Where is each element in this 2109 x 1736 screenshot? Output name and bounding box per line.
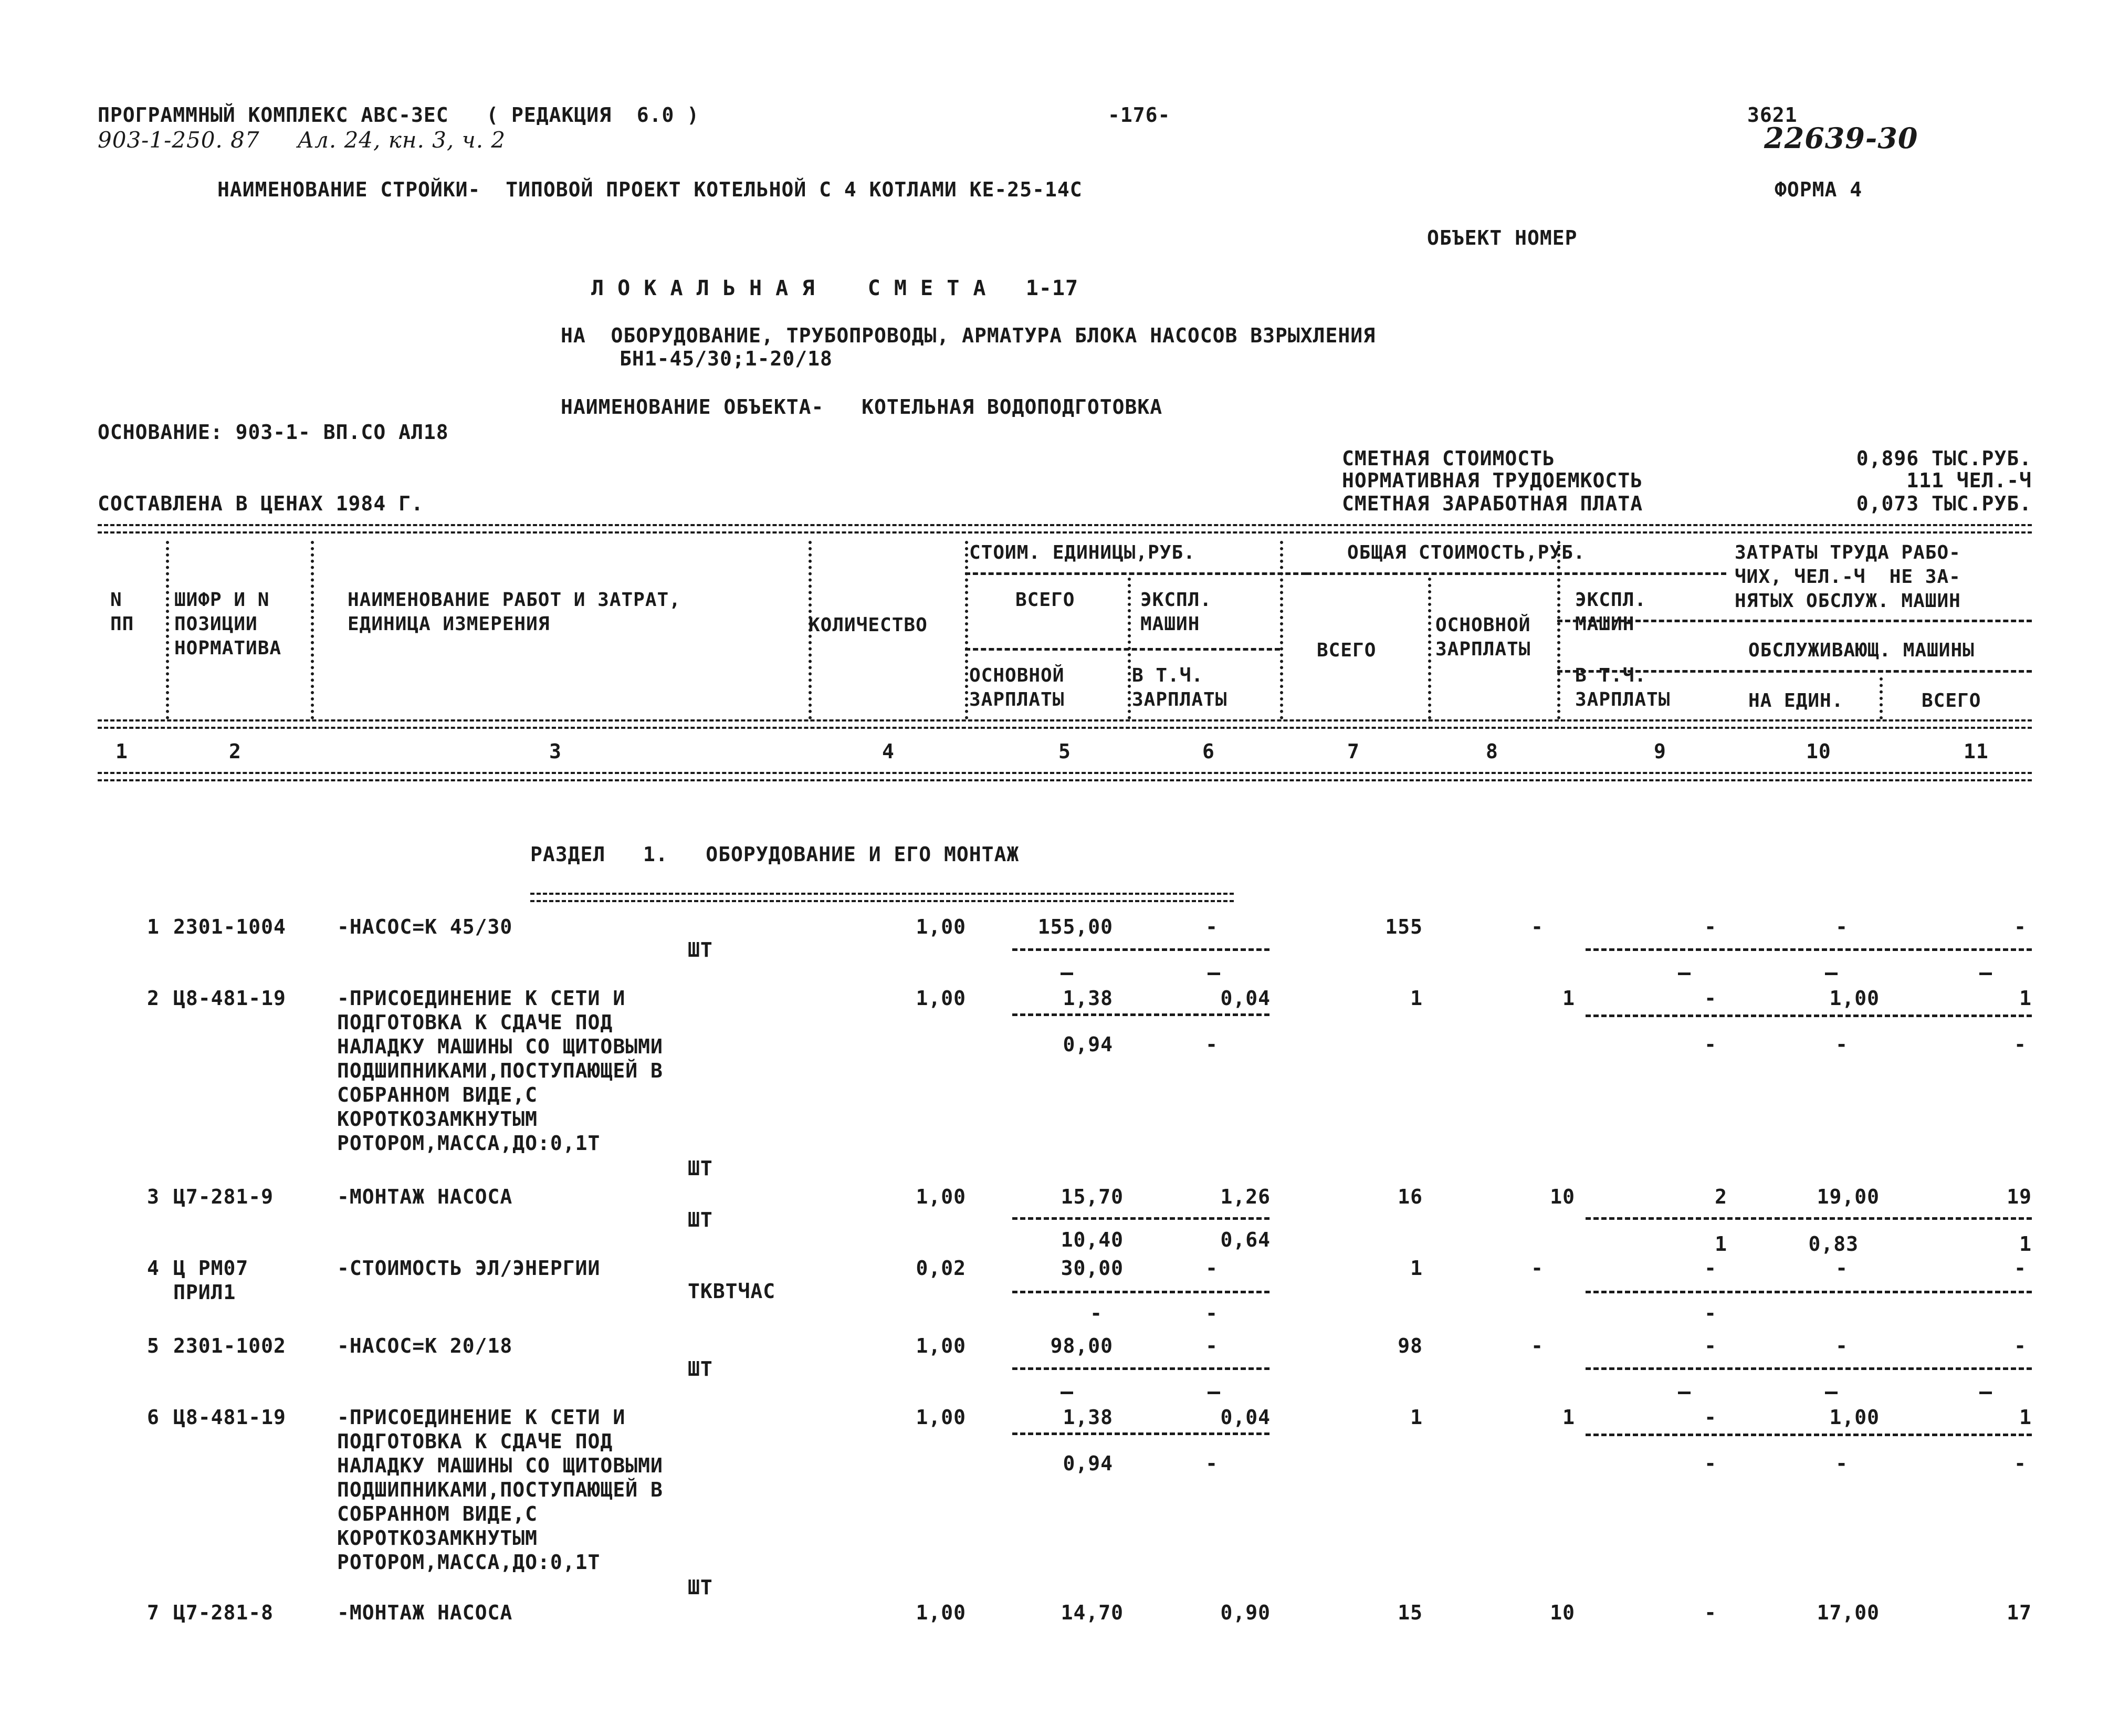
row-total: 1	[1410, 1406, 1423, 1429]
row-name: -МОНТАЖ НАСОСА	[337, 1185, 513, 1208]
row-quantity: 1,00	[916, 1406, 966, 1429]
dash-mark	[1678, 972, 1691, 975]
col-separator	[1280, 541, 1288, 719]
row-labor-unit: 1,00	[1829, 1406, 1880, 1429]
row-divider	[1012, 1217, 1269, 1220]
row-code: 2301-1004	[173, 915, 286, 938]
col-header-total-cost: ОБЩАЯ СТОИМОСТЬ,РУБ.	[1347, 542, 1586, 563]
row-divider	[1586, 1291, 2032, 1293]
col-number-2: 2	[229, 740, 242, 763]
row-quantity: 1,00	[916, 1334, 966, 1357]
row-number: 2	[147, 987, 160, 1010]
col-number-5: 5	[1058, 740, 1071, 763]
col-header-labor-machines: ОБСЛУЖИВАЮЩ. МАШИНЫ	[1748, 640, 1975, 661]
price-basis: СОСТАВЛЕНА В ЦЕНАХ 1984 Г.	[98, 492, 424, 515]
row-name: -НАСОС=К 45/30	[337, 915, 513, 938]
col-header-labor: ЗАТРАТЫ ТРУДА РАБО- ЧИХ, ЧЕЛ.-Ч НЕ ЗА- НЯТЫХ ОБСЛУЖ. МАШИН	[1735, 542, 1961, 612]
object-number-label: ОБЪЕКТ НОМЕР	[1427, 226, 1578, 249]
row-number: 5	[147, 1334, 160, 1357]
row-total: 1	[1410, 1257, 1423, 1280]
row-divider	[1012, 1432, 1269, 1435]
col-number-10: 10	[1806, 740, 1831, 763]
row-labor-total: -	[2014, 1334, 2027, 1357]
header-top-rule	[98, 524, 2032, 534]
row-number: 1	[147, 915, 160, 938]
col-header-total-machines: ЭКСПЛ. МАШИН	[1575, 589, 1647, 635]
row-labor-unit-mach: -	[1835, 1452, 1848, 1475]
row-total: 155	[1385, 915, 1423, 938]
row-total: 98	[1398, 1334, 1423, 1357]
row-quantity: 1,00	[916, 915, 966, 938]
col-header-per-unit: НА ЕДИН.	[1748, 690, 1844, 712]
row-name: -МОНТАЖ НАСОСА	[337, 1601, 513, 1624]
dash-mark	[1208, 1392, 1220, 1394]
row-unit-incl-wage: 0,64	[1220, 1228, 1271, 1251]
row-labor-total-mach: 1	[2019, 1232, 2032, 1256]
row-machines: -	[1704, 1257, 1717, 1280]
row-unit-total: 155,00	[1037, 915, 1113, 938]
section-underline	[530, 893, 1234, 902]
row-divider	[1586, 1015, 2032, 1017]
col-number-9: 9	[1654, 740, 1666, 763]
row-code: Ц РМ07 ПРИЛ1	[173, 1257, 249, 1304]
row-number: 3	[147, 1185, 160, 1208]
row-unit-machines: 0,04	[1220, 987, 1271, 1010]
col-number-8: 8	[1486, 740, 1498, 763]
dash-mark	[1979, 972, 1992, 975]
row-unit-base-wage: 0,94	[1063, 1033, 1113, 1056]
row-unit-incl-wage: -	[1205, 1302, 1218, 1325]
col-number-6: 6	[1202, 740, 1215, 763]
section-title: РАЗДЕЛ 1. ОБОРУДОВАНИЕ И ЕГО МОНТАЖ	[530, 843, 1020, 866]
row-total: 16	[1398, 1185, 1423, 1208]
row-divider	[1012, 1013, 1269, 1016]
summary-value-cost: 0,896 ТЫС.РУБ.	[1856, 447, 2032, 470]
row-quantity: 1,00	[916, 1185, 966, 1208]
basis: ОСНОВАНИЕ: 903-1- ВП.СО АЛ18	[98, 421, 449, 444]
row-number: 7	[147, 1601, 160, 1624]
row-labor-total: -	[2014, 915, 2027, 938]
summary-label-wage: СМЕТНАЯ ЗАРАБОТНАЯ ПЛАТА	[1342, 492, 1643, 515]
row-base-wage: 10	[1550, 1601, 1575, 1624]
row-unit-total: 30,00	[1061, 1257, 1124, 1280]
row-labor-unit-mach: 0,83	[1808, 1232, 1859, 1256]
col-separator	[1880, 677, 1888, 719]
row-labor-unit: 19,00	[1817, 1185, 1880, 1208]
estimate-subject-line2: БН1-45/30;1-20/18	[620, 347, 833, 370]
row-unit-base-wage: 10,40	[1061, 1228, 1124, 1251]
summary-label-labor: НОРМАТИВНАЯ ТРУДОЕМКОСТЬ	[1342, 469, 1643, 492]
row-labor-total-mach: -	[2014, 1033, 2027, 1056]
row-unit-total: 14,70	[1061, 1601, 1124, 1624]
row-unit-incl-wage: -	[1205, 1452, 1218, 1475]
handwritten-number: 22639-30	[1764, 121, 1918, 155]
row-unit-total: 98,00	[1050, 1334, 1113, 1357]
col-number-3: 3	[549, 740, 562, 763]
row-total: 15	[1398, 1601, 1423, 1624]
row-base-wage: 1	[1562, 1406, 1575, 1429]
row-labor-total: -	[2014, 1257, 2027, 1280]
row-number: 6	[147, 1406, 160, 1429]
row-unit: ШТ	[688, 1357, 713, 1381]
row-unit-machines: 0,90	[1220, 1601, 1271, 1624]
row-machines: -	[1704, 1406, 1717, 1429]
construction-name: НАИМЕНОВАНИЕ СТРОЙКИ- ТИПОВОЙ ПРОЕКТ КОТЕЛЬНОЙ С 4 КОТЛАМИ КЕ-25-14С	[217, 178, 1083, 201]
col-number-11: 11	[1964, 740, 1989, 763]
col-header-total-all: ВСЕГО	[1317, 640, 1377, 661]
handwritten-reference: 903-1-250. 87 Ал. 24, кн. 3, ч. 2	[98, 127, 506, 153]
col-separator	[311, 541, 319, 719]
header-mid-rule	[98, 719, 2032, 729]
row-unit: ТКВТЧАС	[688, 1280, 776, 1303]
dash-mark	[1825, 972, 1838, 975]
col-header-total-base-wage: ОСНОВНОЙ ЗАРПЛАТЫ	[1435, 614, 1531, 660]
row-divider	[1586, 948, 2032, 951]
row-quantity: 0,02	[916, 1257, 966, 1280]
dash-mark	[1678, 1392, 1691, 1394]
col-header-number: N ПП	[110, 589, 134, 635]
row-base-wage: -	[1531, 915, 1544, 938]
col-header-quantity: КОЛИЧЕСТВО	[809, 614, 928, 636]
col-separator	[166, 541, 174, 719]
row-name: -ПРИСОЕДИНЕНИЕ К СЕТИ И ПОДГОТОВКА К СДАЧЕ ПОД НАЛАДКУ МАШИНЫ СО ЩИТОВЫМИ ПОДШИПНИКАМИ,ПОСТУПАЮЩЕЙ В СОБРАННОМ ВИДЕ,С КОРОТКОЗАМКНУТЫМ РОТОРОМ,МАССА,ДО:0,1Т	[337, 987, 663, 1155]
col-number-7: 7	[1347, 740, 1360, 763]
row-unit-machines: -	[1205, 1334, 1218, 1357]
row-name: -ПРИСОЕДИНЕНИЕ К СЕТИ И ПОДГОТОВКА К СДАЧЕ ПОД НАЛАДКУ МАШИНЫ СО ЩИТОВЫМИ ПОДШИПНИКАМИ,ПОСТУПАЮЩЕЙ В СОБРАННОМ ВИДЕ,С КОРОТКОЗАМКНУТЫМ РОТОРОМ,МАССА,ДО:0,1Т	[337, 1406, 663, 1574]
dash-mark	[1825, 1392, 1838, 1394]
row-divider	[1586, 1367, 2032, 1370]
row-incl-wage: -	[1704, 1452, 1717, 1475]
row-divider	[1586, 1217, 2032, 1220]
program-name: ПРОГРАММНЫЙ КОМПЛЕКС АВС-3ЕС ( РЕДАКЦИЯ 6.0 )	[98, 103, 700, 127]
row-incl-wage: -	[1704, 1302, 1717, 1325]
header-rule-unit2	[965, 648, 1280, 651]
row-code: Ц7-281-9	[173, 1185, 274, 1208]
row-machines: 2	[1715, 1185, 1727, 1208]
doc-code: 3621	[1747, 103, 1798, 127]
col-header-code: ШИФР И N ПОЗИЦИИ НОРМАТИВА	[174, 589, 282, 659]
row-labor-unit-mach: -	[1835, 1033, 1848, 1056]
row-number: 4	[147, 1257, 160, 1280]
summary-label-cost: СМЕТНАЯ СТОИМОСТЬ	[1342, 447, 1555, 470]
col-header-total-incl-wage: В Т.Ч. ЗАРПЛАТЫ	[1575, 665, 1671, 710]
row-quantity: 1,00	[916, 1601, 966, 1624]
row-divider	[1012, 948, 1269, 951]
row-base-wage: 1	[1562, 987, 1575, 1010]
row-unit-machines: 1,26	[1220, 1185, 1271, 1208]
estimate-subject-line1: НА ОБОРУДОВАНИЕ, ТРУБОПРОВОДЫ, АРМАТУРА БЛОКА НАСОСОВ ВЗРЫХЛЕНИЯ	[561, 324, 1376, 347]
dash-mark	[1208, 972, 1220, 975]
col-header-unit-machines: ЭКСПЛ. МАШИН	[1140, 589, 1212, 635]
row-labor-total: 17	[2007, 1601, 2032, 1624]
row-labor-unit: 1,00	[1829, 987, 1880, 1010]
row-code: Ц7-281-8	[173, 1601, 274, 1624]
row-machines: -	[1704, 1601, 1717, 1624]
row-unit: ШТ	[688, 1208, 713, 1231]
row-base-wage: -	[1531, 1334, 1544, 1357]
summary-value-wage: 0,073 ТЫС.РУБ.	[1856, 492, 2032, 515]
row-machines: -	[1704, 987, 1717, 1010]
row-unit: ШТ	[688, 938, 713, 961]
page-number: -176-	[1108, 103, 1171, 127]
form-number: ФОРМА 4	[1775, 178, 1863, 201]
row-labor-total: 1	[2019, 987, 2032, 1010]
row-unit-machines: -	[1205, 915, 1218, 938]
col-header-unit-total: ВСЕГО	[1015, 589, 1075, 611]
row-divider	[1586, 1434, 2032, 1436]
row-machines: -	[1704, 915, 1717, 938]
row-labor-total-mach: -	[2014, 1452, 2027, 1475]
row-incl-wage: 1	[1715, 1232, 1727, 1256]
row-unit-incl-wage: -	[1205, 1033, 1218, 1056]
row-incl-wage: -	[1704, 1033, 1717, 1056]
row-labor-unit: -	[1835, 1334, 1848, 1357]
row-unit-total: 1,38	[1063, 1406, 1113, 1429]
dash-mark	[1979, 1392, 1992, 1394]
row-unit-base-wage: 0,94	[1063, 1452, 1113, 1475]
row-labor-unit: 17,00	[1817, 1601, 1880, 1624]
col-header-labor-total: ВСЕГО	[1922, 690, 1981, 712]
row-code: Ц8-481-19	[173, 1406, 286, 1429]
row-quantity: 1,00	[916, 987, 966, 1010]
row-name: -НАСОС=К 20/18	[337, 1334, 513, 1357]
row-labor-total: 19	[2007, 1185, 2032, 1208]
dash-mark	[1061, 972, 1073, 975]
row-total: 1	[1410, 987, 1423, 1010]
row-unit-machines: -	[1205, 1257, 1218, 1280]
col-number-1: 1	[116, 740, 128, 763]
row-code: 2301-1002	[173, 1334, 286, 1357]
summary-value-labor: 111 ЧЕЛ.-Ч	[1906, 469, 2032, 492]
col-header-unit-incl-wage: В Т.Ч. ЗАРПЛАТЫ	[1132, 665, 1227, 710]
row-machines: -	[1704, 1334, 1717, 1357]
header-rule-total	[1306, 572, 1726, 575]
row-labor-total: 1	[2019, 1406, 2032, 1429]
row-unit-base-wage: -	[1090, 1302, 1103, 1325]
object-name: НАИМЕНОВАНИЕ ОБЪЕКТА- КОТЕЛЬНАЯ ВОДОПОДГОТОВКА	[561, 395, 1163, 419]
col-number-4: 4	[882, 740, 895, 763]
row-labor-unit: -	[1835, 915, 1848, 938]
row-divider	[1012, 1291, 1269, 1293]
dash-mark	[1061, 1392, 1073, 1394]
row-code: Ц8-481-19	[173, 987, 286, 1010]
row-labor-unit: -	[1835, 1257, 1848, 1280]
header-rule-unit	[965, 572, 1306, 575]
row-unit-total: 1,38	[1063, 987, 1113, 1010]
header-bottom-rule	[98, 772, 2032, 781]
row-divider	[1012, 1367, 1269, 1370]
col-header-unit-cost: СТОИМ. ЕДИНИЦЫ,РУБ.	[969, 542, 1195, 563]
row-unit: ШТ	[688, 1157, 713, 1180]
col-separator	[1557, 541, 1566, 719]
row-unit-machines: 0,04	[1220, 1406, 1271, 1429]
row-base-wage: 10	[1550, 1185, 1575, 1208]
col-header-name: НАИМЕНОВАНИЕ РАБОТ И ЗАТРАТ, ЕДИНИЦА ИЗМЕРЕНИЯ	[348, 589, 681, 635]
row-name: -СТОИМОСТЬ ЭЛ/ЭНЕРГИИ	[337, 1257, 601, 1280]
row-unit: ШТ	[688, 1576, 713, 1599]
row-base-wage: -	[1531, 1257, 1544, 1280]
estimate-title: Л О К А Л Ь Н А Я С М Е Т А 1-17	[591, 276, 1079, 300]
col-header-unit-base-wage: ОСНОВНОЙ ЗАРПЛАТЫ	[969, 665, 1065, 710]
row-unit-total: 15,70	[1061, 1185, 1124, 1208]
